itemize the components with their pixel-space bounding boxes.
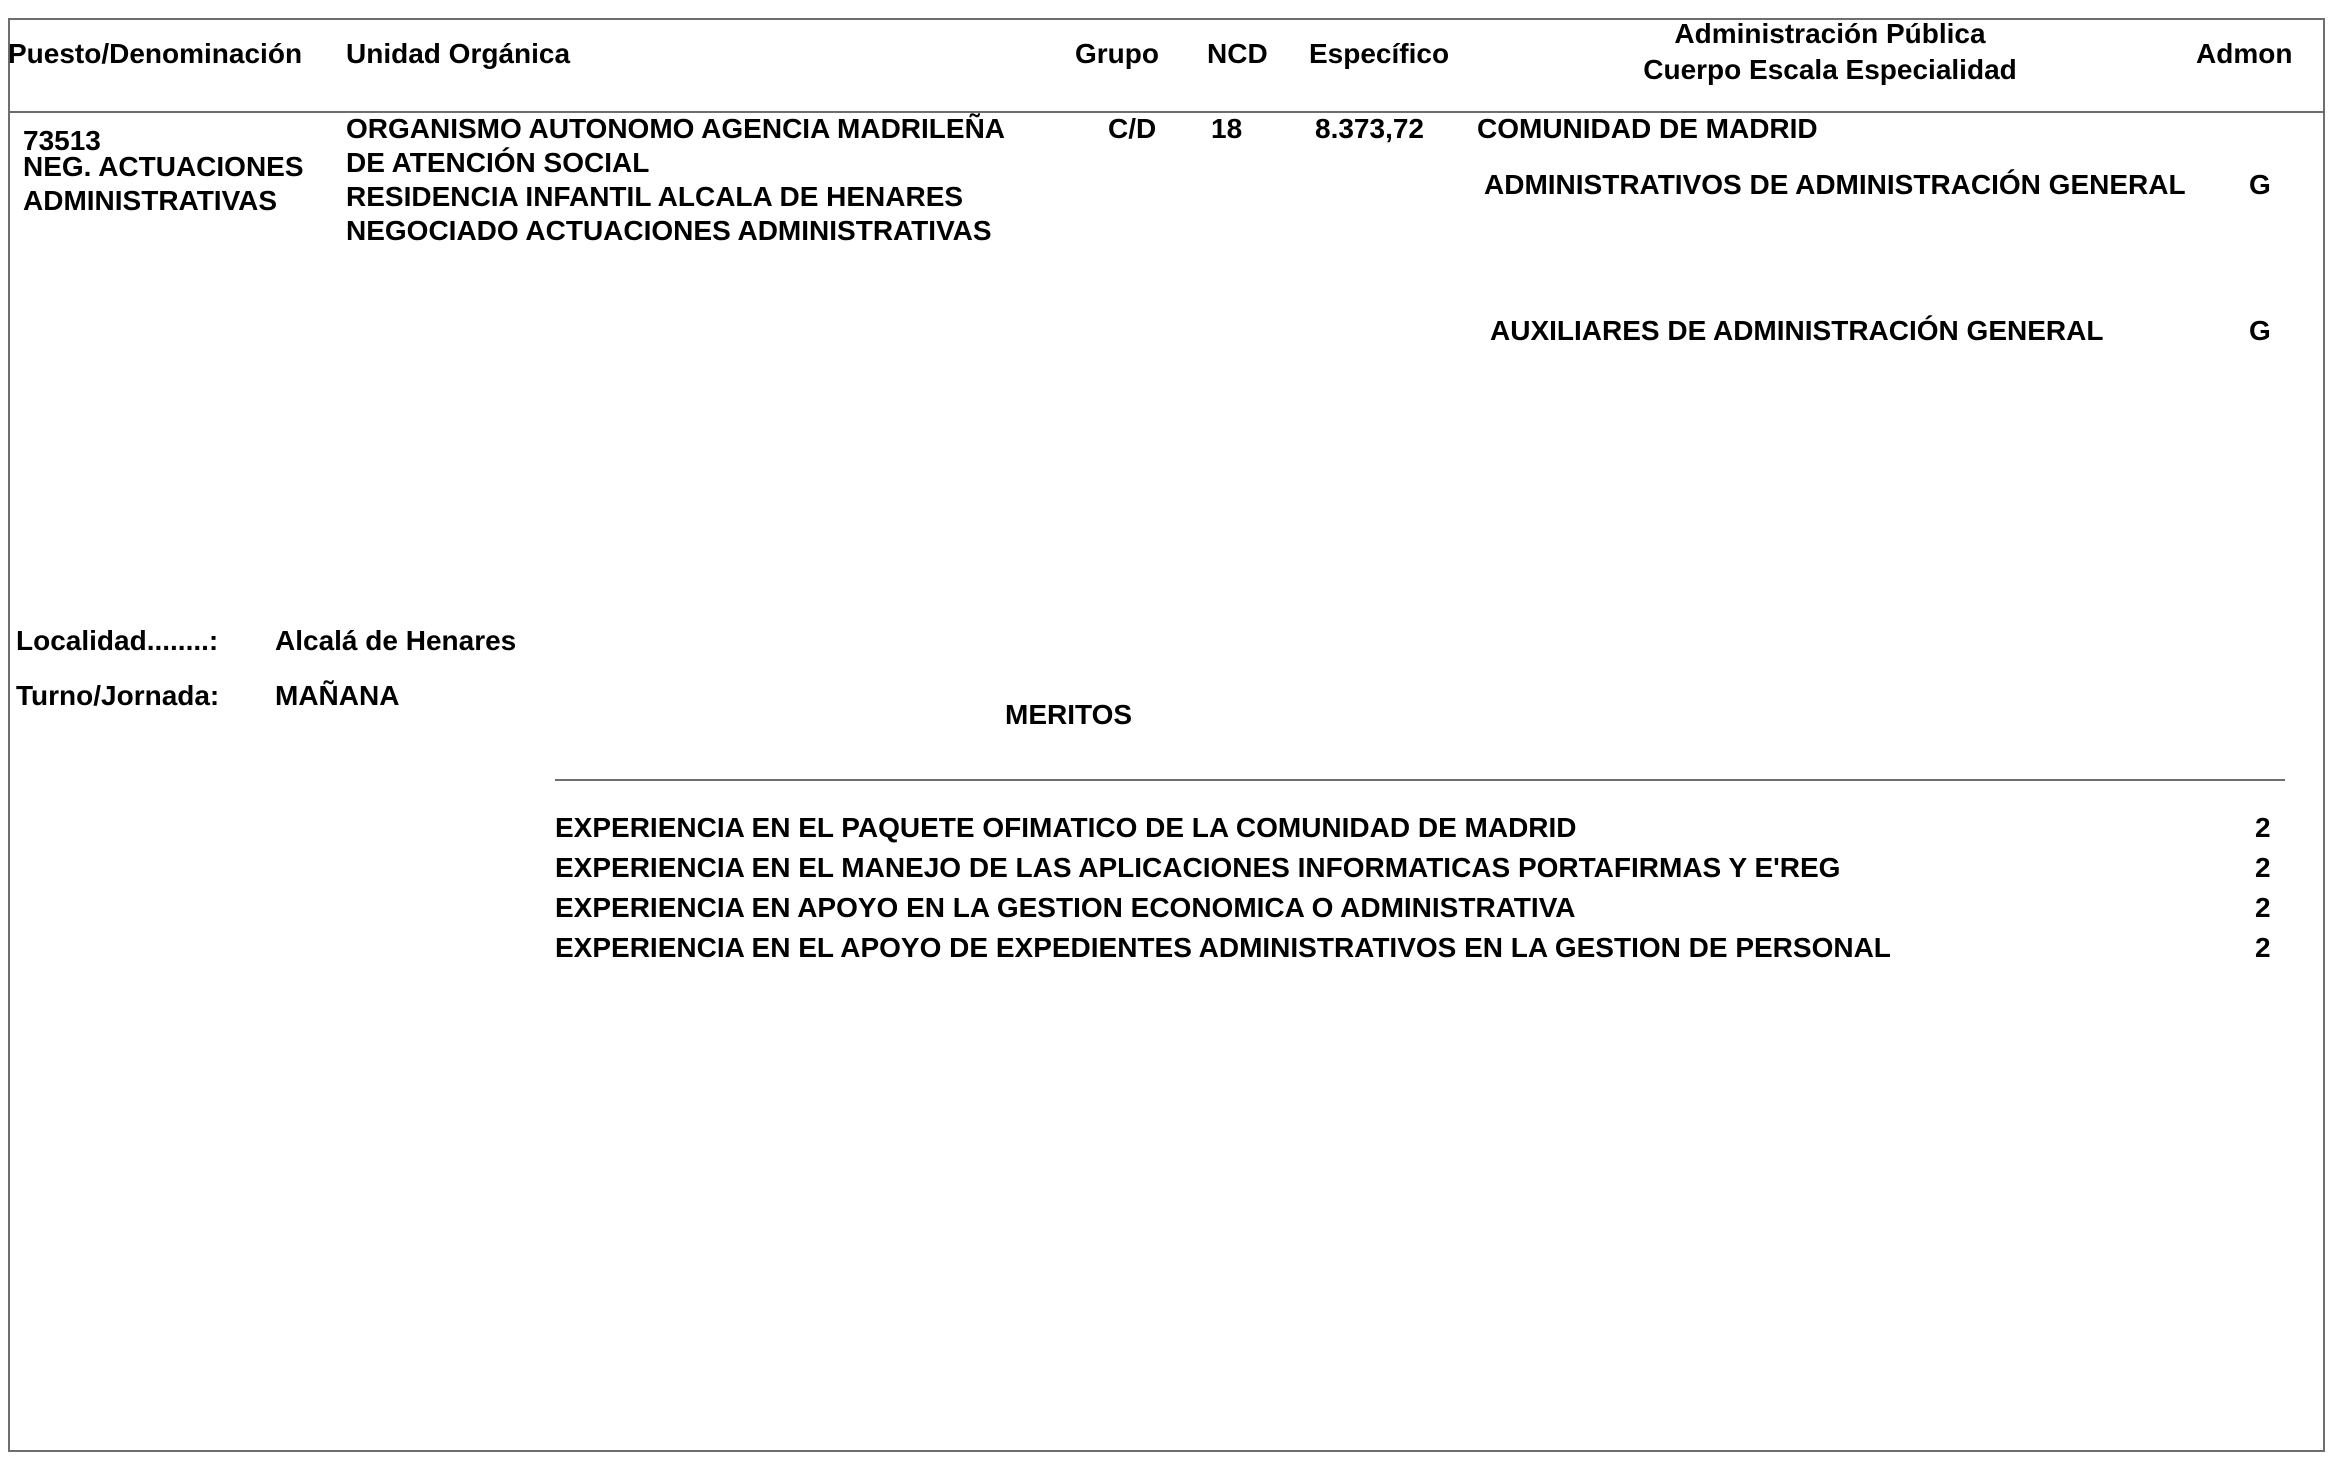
merito-text: EXPERIENCIA EN EL PAQUETE OFIMATICO DE LA COMUNIDAD DE MADRID	[555, 812, 1577, 843]
puesto-denominacion-1: NEG. ACTUACIONES	[23, 151, 304, 182]
merito-points: 2	[2255, 812, 2271, 843]
turno-label: Turno/Jornada:	[16, 680, 220, 711]
puesto-ncd: 18	[1211, 113, 1243, 144]
header-ncd: NCD	[1207, 38, 1268, 69]
header-grupo: Grupo	[1075, 38, 1159, 69]
header-especifico: Específico	[1309, 38, 1450, 69]
cuerpo-admon: G	[2249, 315, 2271, 346]
merito-text: EXPERIENCIA EN EL APOYO DE EXPEDIENTES ADMINISTRATIVOS EN LA GESTION DE PERSONAL	[555, 932, 1891, 963]
meritos-divider	[555, 779, 2285, 781]
header-admon: Admon	[2196, 38, 2293, 69]
merito-text: EXPERIENCIA EN APOYO EN LA GESTION ECONOMICA O ADMINISTRATIVA	[555, 892, 1576, 923]
cuerpo-nombre: ADMINISTRATIVOS DE ADMINISTRACIÓN GENERAL	[1484, 169, 2186, 200]
puesto-codigo: 73513	[23, 125, 101, 156]
header-cuerpo-escala: Cuerpo Escala Especialidad	[1643, 54, 2017, 85]
unidad-line: RESIDENCIA INFANTIL ALCALA DE HENARES	[346, 181, 964, 212]
puesto-denominacion-2: ADMINISTRATIVAS	[23, 185, 278, 216]
cuerpo-nombre: AUXILIARES DE ADMINISTRACIÓN GENERAL	[1490, 315, 2104, 346]
meritos-title: MERITOS	[1005, 699, 1133, 730]
merito-points: 2	[2255, 852, 2271, 883]
merito-text: EXPERIENCIA EN EL MANEJO DE LAS APLICACIONES INFORMATICAS PORTAFIRMAS Y E'REG	[555, 852, 1841, 883]
merito-points: 2	[2255, 932, 2271, 963]
turno-value: MAÑANA	[275, 680, 400, 711]
localidad-value: Alcalá de Henares	[275, 625, 517, 656]
unidad-line: DE ATENCIÓN SOCIAL	[346, 147, 650, 178]
puesto-administracion: COMUNIDAD DE MADRID	[1477, 113, 1818, 144]
localidad-label: Localidad........:	[16, 625, 219, 656]
header-puesto: Puesto/Denominación	[8, 38, 303, 69]
puesto-especifico: 8.373,72	[1315, 113, 1424, 144]
unidad-line: NEGOCIADO ACTUACIONES ADMINISTRATIVAS	[346, 215, 992, 246]
header-unidad: Unidad Orgánica	[346, 38, 571, 69]
header-admin-publica: Administración Pública	[1674, 18, 1986, 49]
unidad-line: ORGANISMO AUTONOMO AGENCIA MADRILEÑA	[346, 113, 1006, 144]
merito-points: 2	[2255, 892, 2271, 923]
cuerpo-admon: G	[2249, 169, 2271, 200]
puesto-grupo: C/D	[1108, 113, 1157, 144]
